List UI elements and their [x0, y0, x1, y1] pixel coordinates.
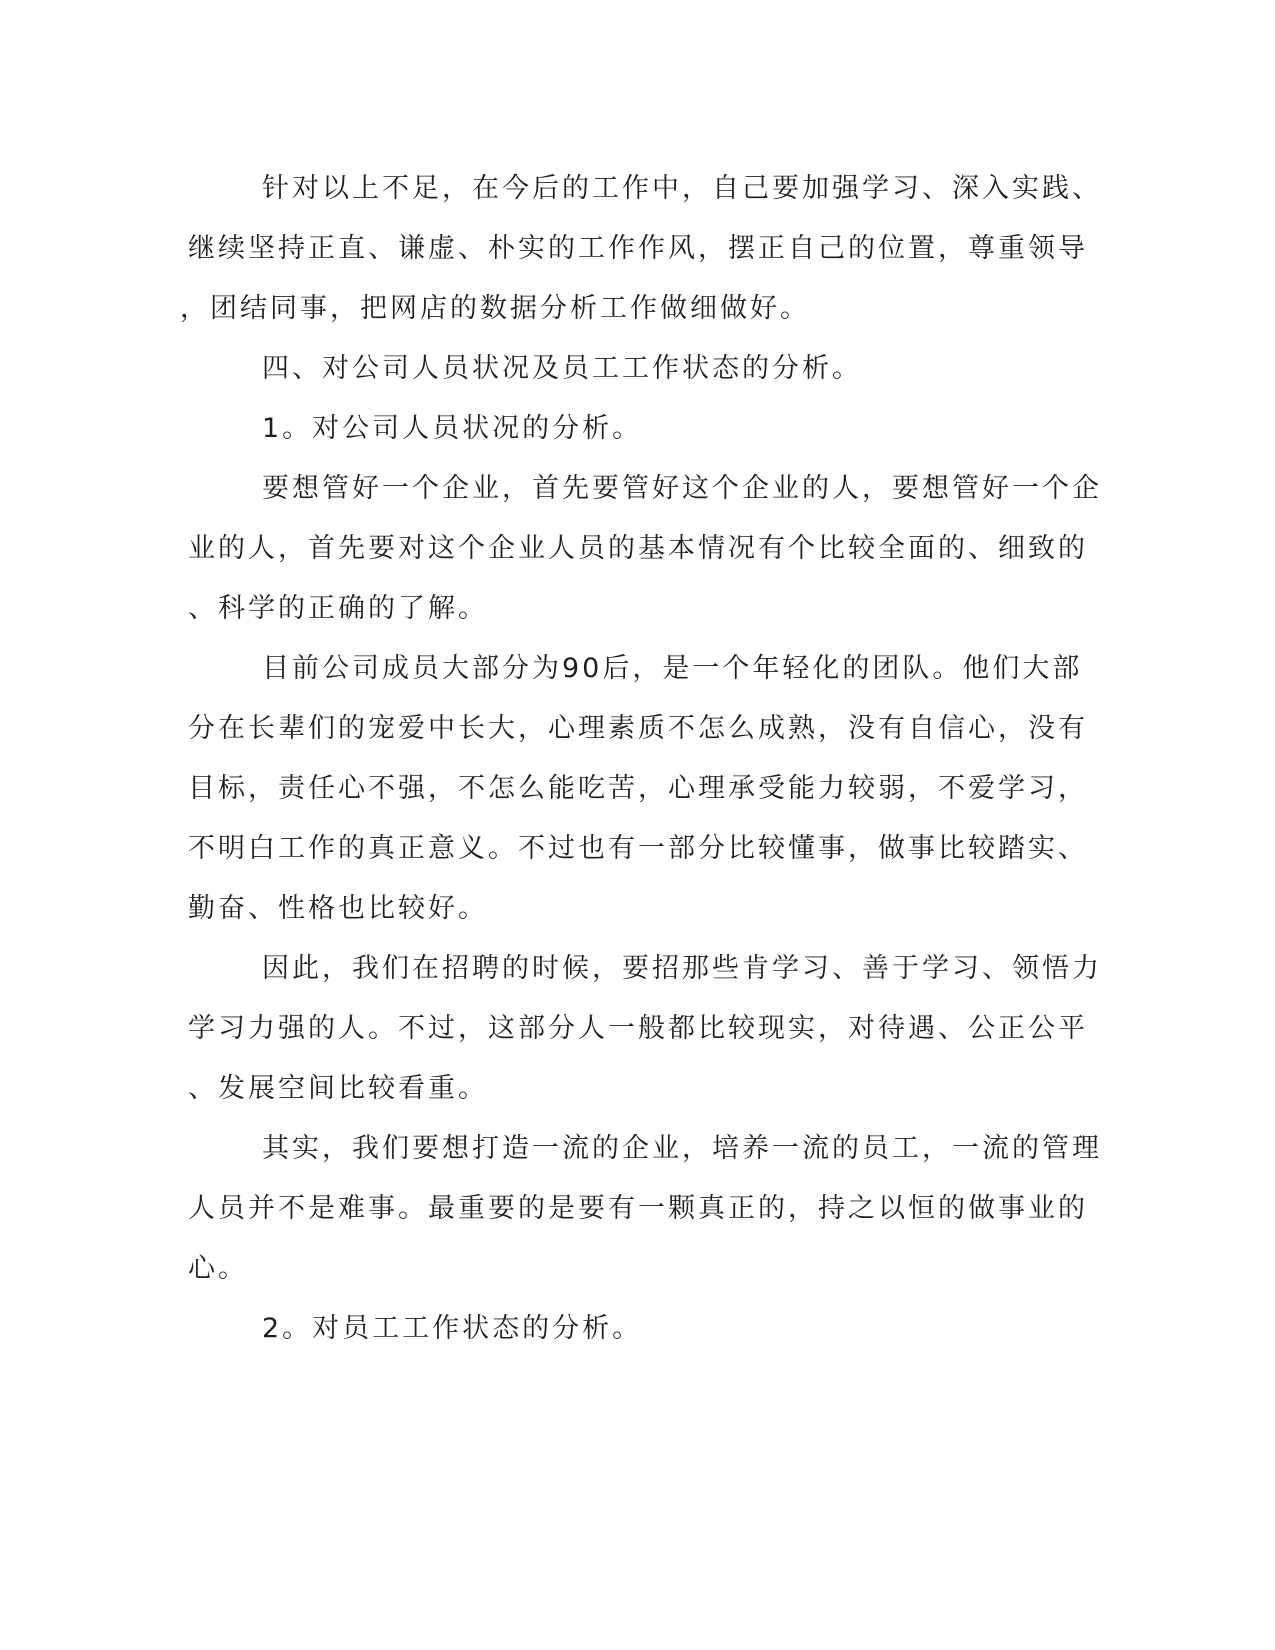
paragraph-line: 要想管好一个企业，首先要管好这个企业的人，要想管好一个企: [262, 473, 1102, 504]
subsection-heading: 2。对员工工作状态的分析。: [262, 1313, 643, 1344]
paragraph-line: 针对以上不足，在今后的工作中，自己要加强学习、深入实践、: [262, 173, 1102, 204]
paragraph-line: 目标，责任心不强，不怎么能吃苦，心理承受能力较弱，不爱学习，: [188, 773, 1088, 804]
paragraph-line: 因此，我们在招聘的时候，要招那些肯学习、善于学习、领悟力: [262, 953, 1102, 984]
paragraph-line: ，团结同事，把网店的数据分析工作做细做好。: [180, 293, 810, 324]
section-heading: 四、对公司人员状况及员工工作状态的分析。: [262, 353, 862, 384]
paragraph-line: 继续坚持正直、谦虚、朴实的工作作风，摆正自己的位置，尊重领导: [188, 233, 1088, 264]
paragraph-line: 业的人，首先要对这个企业人员的基本情况有个比较全面的、细致的: [188, 533, 1088, 564]
paragraph-line: 勤奋、性格也比较好。: [188, 893, 488, 924]
paragraph-line: 其实，我们要想打造一流的企业，培养一流的员工，一流的管理: [262, 1133, 1102, 1164]
paragraph-line: 、科学的正确的了解。: [188, 593, 488, 624]
paragraph-line: 、发展空间比较看重。: [188, 1073, 488, 1104]
paragraph-line: 人员并不是难事。最重要的是要有一颗真正的，持之以恒的做事业的: [188, 1193, 1088, 1224]
paragraph-line: 不明白工作的真正意义。不过也有一部分比较懂事，做事比较踏实、: [188, 833, 1088, 864]
paragraph-line: 学习力强的人。不过，这部分人一般都比较现实，对待遇、公正公平: [188, 1013, 1088, 1044]
paragraph-line: 心。: [188, 1253, 248, 1284]
paragraph-line: 分在长辈们的宠爱中长大，心理素质不怎么成熟，没有自信心，没有: [188, 713, 1088, 744]
subsection-heading: 1。对公司人员状况的分析。: [262, 413, 643, 444]
paragraph-line: 目前公司成员大部分为90后，是一个年轻化的团队。他们大部: [262, 653, 1083, 684]
